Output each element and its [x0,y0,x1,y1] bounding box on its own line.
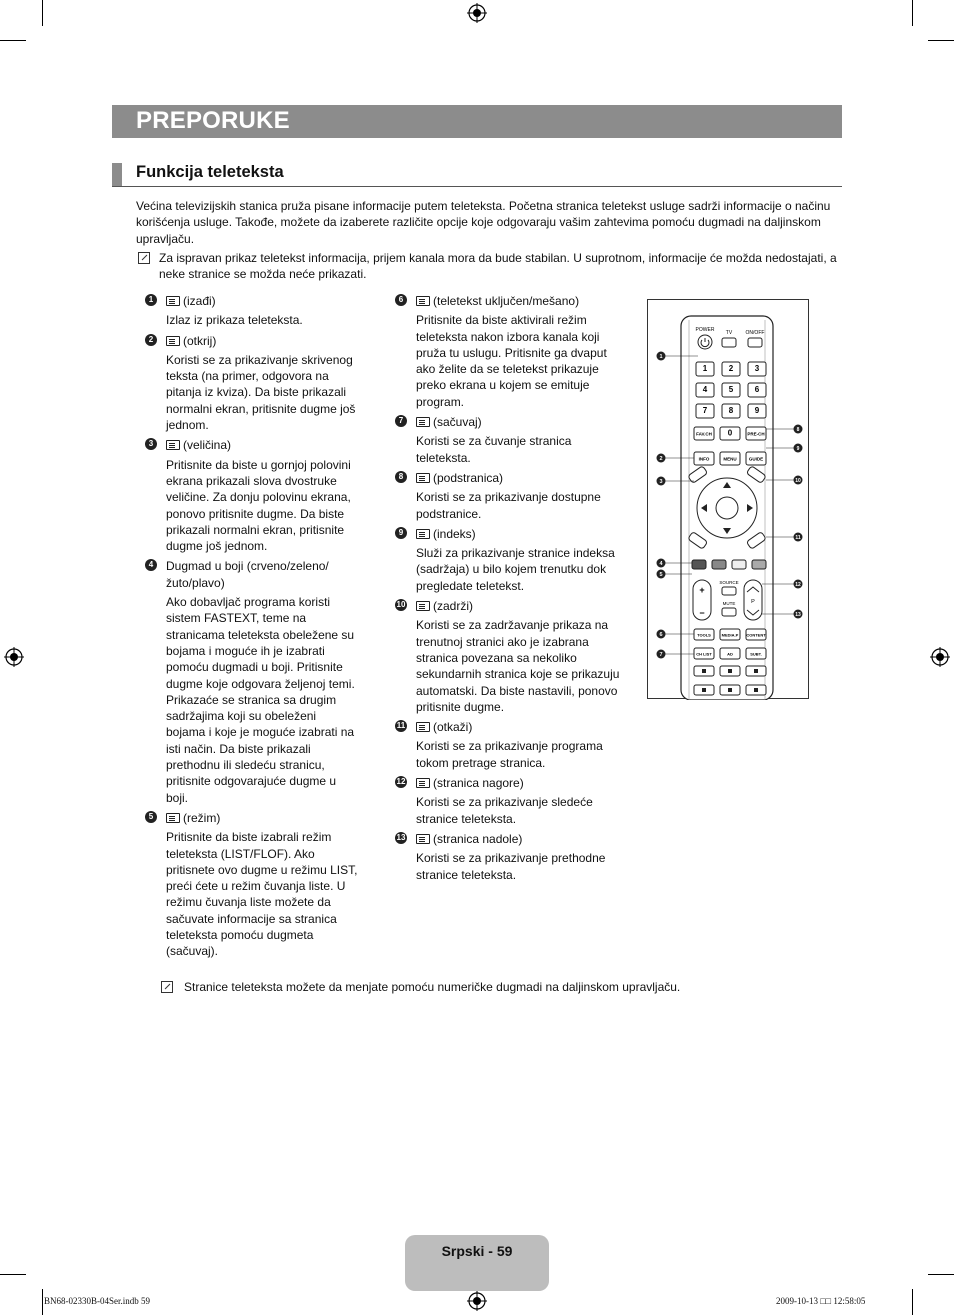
note-paragraph: Za ispravan prikaz teletekst informacija, prijem kanala mora da bude stabilan. U suprotnom, informacije će možda nedostajati, a neke stranice se možda neće prikazati. [159,251,837,282]
list-item [396,598,628,715]
left-column [148,293,358,964]
chapter-header-bar [112,105,842,138]
zero-row-button-label: PRE-CH [747,431,765,437]
item-heading-text: (otkaži) [433,720,473,735]
zero-row-button-label: FAV.CH [696,431,712,437]
digit-button-label: 8 [728,406,734,415]
registration-mark-icon [467,3,487,23]
item-heading [416,293,628,309]
crop-mark [928,40,954,41]
transport-glyph-icon [728,669,732,673]
svg-text:6: 6 [659,632,663,638]
tv-button [722,338,736,347]
remote-drawing [648,300,810,700]
list-item [148,437,358,554]
item-number-badge: 7 [395,415,407,427]
item-heading-text: (otkrij) [183,333,217,348]
item-heading [416,598,628,614]
tools-row-button-label: MEDIA.P [721,632,739,638]
crop-mark [42,1289,43,1315]
source-label: SOURCE [719,580,739,585]
svg-text:7: 7 [659,652,663,658]
page-number-tab [405,1235,549,1291]
zero-row-button-label: 0 [727,428,733,438]
transport-glyph-icon [728,688,732,692]
item-heading-text: (stranica nadole) [433,831,523,846]
item-description: Koristi se za prikazivanje prethodne stranice teleteksta. [416,851,606,882]
list-item [148,558,358,805]
item-heading [416,470,628,486]
source-button [722,587,736,595]
intro-paragraph: Većina televizijskih stanica pruža pisane informacije putem teleteksta. Početna stranica teletekst usluge sadrži informacije o načinu korišćenja usluge. Takođe, možete da izaberete različite opcije koje odgovaraju vašim zahtevima pomoću dugmadi na daljinskom upravljaču. [136,199,831,246]
tools-row-button-label: CONTENT [746,632,766,638]
svg-text:12: 12 [795,582,801,588]
teletext-key-icon [416,778,430,788]
teletext-key-icon [166,813,180,823]
teletext-key-icon [166,296,180,306]
chapter-title: PREPORUKE [136,107,290,134]
svg-text:8: 8 [796,427,800,433]
item-heading [166,293,358,309]
teletext-key-icon [416,417,430,427]
remote-illustration [647,299,809,699]
menu-row-button-label: MENU [723,456,737,462]
list-item [396,775,628,827]
item-description: Koristi se za prikazivanje dostupne podstranice. [416,490,601,521]
list-item [398,526,628,594]
item-number-badge: 1 [145,294,157,306]
item-heading [166,333,358,349]
digit-button-label: 4 [702,385,708,394]
svg-text:5: 5 [659,572,663,578]
list-item [148,810,358,960]
item-heading-text: (režim) [183,810,221,825]
teletext-key-icon [416,296,430,306]
mute-button [722,608,736,616]
onoff-button [748,338,762,347]
list-item [148,333,358,434]
teletext-key-icon [416,473,430,483]
teletext-key-icon [416,601,430,611]
digit-button-label: 5 [728,385,734,394]
item-description: Koristi se za zadržavanje prikaza na trenutnoj stranici ako je izabrana stranica povezana sa nekoliko sekundarnih stranica koje se prikazuju automatski. Da biste nastavili, ponovo pritisnite dugme. [416,618,620,714]
svg-text:9: 9 [796,446,800,452]
p-label: P [751,599,755,605]
crop-mark [912,1289,913,1315]
print-slug-right: 2009-10-13 □□ 12:58:05 [776,1296,866,1306]
digit-button-label: 7 [702,406,708,415]
tools-row [694,629,766,640]
teletext-key-icon [166,336,180,346]
svg-text:4: 4 [659,561,663,567]
item-number-badge: 10 [396,600,406,610]
note-paragraph: Stranice teleteksta možete da menjate pomoću numeričke dugmadi na daljinskom upravljaču. [184,980,681,994]
item-heading-text: (izađi) [183,294,216,308]
svg-text:10: 10 [795,478,801,484]
teletext-key-icon [166,440,180,450]
item-heading [416,414,628,430]
item-description: Koristi se za čuvanje stranica teleteksta. [416,434,572,465]
tv-label: TV [725,330,733,336]
menu-row-button-label: INFO [698,456,710,462]
right-column [396,293,628,887]
item-number-badge: 13 [396,832,406,842]
registration-mark-icon [930,647,950,667]
crop-mark [0,1274,26,1275]
item-number-badge: 5 [145,811,157,823]
item-heading [166,437,358,453]
transport-glyph-icon [754,669,758,673]
item-number-badge: 3 [145,438,157,450]
item-description: Izlaz iz prikaza teleteksta. [166,313,303,328]
svg-text:+: + [699,585,705,595]
item-heading [416,775,628,791]
crop-mark [912,0,913,26]
teletext-key-icon [416,834,430,844]
digit-button-label: 2 [728,364,734,373]
item-heading [166,558,358,591]
menu-row [694,452,766,465]
svg-text:11: 11 [795,535,801,541]
digit-grid [696,362,766,418]
list-row [694,648,766,659]
item-number-badge: 8 [395,471,407,483]
item-description: Pritisnite da biste u gornjoj polovini ekrana prikazali slova dvostruke veličine. Za donju polovinu ekrana, ponovo pritisnite dugme. Da biste prikazali normalni ekran, pritisnite dugme još jednom. [166,457,351,554]
item-heading-text: (podstranica) [433,470,504,485]
green-button [712,560,726,569]
item-description: Pritisnite da biste aktivirali režim teleteksta nakon izbora kanala koji pruža tu uslugu. Pritisnite ga dvaput ako želite da se teletekst prikazuje preko ekrana u kojem se emituje program. [416,313,607,409]
item-description: Koristi se za prikazivanje skrivenog teksta (na primer, odgovora na pitanja iz kviza). Da biste prikazali normalni ekran, pritisnite dugme još jednom. [166,352,356,433]
item-heading-text: (indeks) [433,526,476,541]
item-number-badge: 12 [396,777,406,787]
section-marker [112,163,122,186]
onoff-label: ON/OFF [745,330,765,336]
power-label: POWER [695,327,715,333]
item-number-badge: 4 [145,559,157,571]
list-item [396,831,628,883]
transport-glyph-icon [702,669,706,673]
item-heading [416,719,628,735]
registration-mark-icon [467,1291,487,1311]
zero-row [694,427,766,440]
item-description: Koristi se za prikazivanje programa tokom pretrage stranica. [416,739,603,770]
crop-mark [0,40,26,41]
teletext-key-icon [416,529,430,539]
svg-text:1: 1 [659,354,663,360]
digit-button-label: 3 [754,364,760,373]
list-row-button-label: CH LIST [696,651,712,657]
item-number-badge: 11 [396,721,406,731]
section-title: Funkcija teleteksta [136,163,284,181]
svg-text:3: 3 [659,479,663,485]
item-heading-text: Dugmad u boji (crveno/zeleno/ žuto/plavo) [166,559,329,590]
crop-mark [928,1274,954,1275]
enter-button [716,497,738,519]
crop-mark [42,0,43,26]
list-item [396,719,628,771]
transport-glyph-icon [702,688,706,692]
list-item [398,293,628,410]
list-row-button-label: AD [727,651,733,657]
red-button [692,560,706,569]
mute-label: MUTE [722,601,736,606]
note-icon [161,981,173,993]
item-description: Koristi se za prikazivanje sledeće stranice teleteksta. [416,795,593,826]
item-heading-text: (sačuvaj) [433,415,482,430]
transport-glyph-icon [754,688,758,692]
item-heading-text: (stranica nagore) [433,776,524,791]
item-number-badge: 9 [395,527,407,539]
item-heading-text: (teletekst uključen/mešano) [433,294,580,308]
svg-text:2: 2 [659,456,663,462]
item-description: Služi za prikazivanje stranice indeksa (sadržaja) u bilo kojem trenutku dok pregledate teletekst. [416,546,615,593]
digit-button-label: 1 [702,364,708,373]
registration-mark-icon [4,647,24,667]
page-number: Srpski - 59 [441,1243,513,1259]
item-number-badge: 6 [395,294,407,306]
svg-text:−: − [699,608,705,618]
note-icon [138,252,150,264]
svg-text:13: 13 [795,612,801,618]
item-description: Ako dobavljač programa koristi sistem FASTEXT, teme na stranicama teleteksta obeležene su bojama i moguće ih je izabrati pomoću dugmadi u boji. Pritisnite dugme koje odgovara željenoj temi. Prikazaće se stranica sa drugim sadržajima koji su obeleženi bojama i koje je moguće izabrati na isti način. Da biste prikazali prethodnu ili sledeću stranicu, pritisnite odgovarajuće dugme u boji. [166,595,355,805]
section-divider [112,186,842,187]
print-slug-left: BN68-02330B-04Ser.indb 59 [44,1296,151,1306]
yellow-button [732,560,746,569]
item-heading [416,526,628,542]
list-item [398,414,628,466]
digit-button-label: 6 [754,385,760,394]
item-heading [166,810,358,826]
item-description: Pritisnite da biste izabrali režim teleteksta (LIST/FLOF). Ako pritisnete ovo dugme u režimu LIST, preći ćete u režim čuvanja liste. U režimu čuvanja liste možete da sačuvate informacije sa stranica teleteksta pomoću dugmeta (sačuvaj). [166,830,358,959]
tools-row-button-label: TOOLS [697,632,711,638]
list-item [398,470,628,522]
blue-button [752,560,766,569]
list-row-button-label: SUBT. [750,651,762,657]
teletext-key-icon [416,722,430,732]
item-heading [416,831,628,847]
menu-row-button-label: GUIDE [748,456,764,462]
item-heading-text: (zadrži) [433,599,474,614]
list-item [148,293,358,329]
item-number-badge: 2 [145,334,157,346]
digit-button-label: 9 [754,406,760,415]
item-heading-text: (veličina) [183,438,232,453]
